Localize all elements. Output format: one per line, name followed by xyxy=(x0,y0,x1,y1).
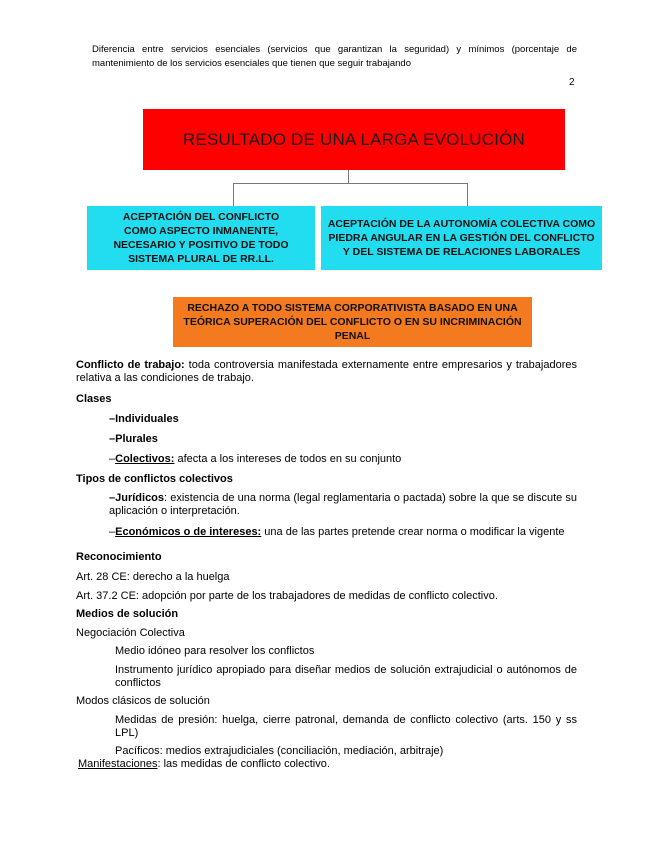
juridicos-term: –Jurídicos xyxy=(109,492,165,504)
clase-colectivos-dash: – xyxy=(109,453,116,465)
reconocimiento-heading: Reconocimiento xyxy=(76,551,162,563)
diagram-left-box xyxy=(87,206,315,270)
economicos-dash: – xyxy=(109,526,116,538)
tipo-juridicos xyxy=(109,492,577,518)
conflicto-paragraph xyxy=(76,359,577,385)
instrumento-line: Instrumento jurídico apropiado para diseñar medios de solución extrajudicial o autónomos de conflictos xyxy=(115,664,577,689)
page-number: 2 xyxy=(569,77,575,88)
modos-clasicos-line: Modos clásicos de solución xyxy=(76,695,210,707)
medios-heading: Medios de solución xyxy=(76,608,179,620)
clase-colectivos-term: Colectivos: xyxy=(115,453,175,465)
clase-individuales: –Individuales xyxy=(109,413,179,425)
diagram-bottom-label: RECHAZO A TODO SISTEMA CORPORATIVISTA BASADO EN UNA TEÓRICA SUPERACIÓN DEL CONFLICTO O EN SU INCRIMINACIÓN PENAL xyxy=(183,302,522,342)
clase-colectivos-def: afecta a los intereses de todos en su conjunto xyxy=(174,453,402,465)
manifestaciones-def: : las medidas de conflicto colectivo. xyxy=(157,758,330,770)
art37-line: Art. 37.2 CE: adopción por parte de los trabajadores de medidas de conflicto colectivo. xyxy=(76,590,498,602)
clases-heading: Clases xyxy=(76,393,112,405)
connector-right-drop xyxy=(467,183,468,206)
negociacion-line: Negociación Colectiva xyxy=(76,627,185,639)
diagram-right-label: ACEPTACIÓN DE LA AUTONOMÍA COLECTIVA COMO PIEDRA ANGULAR EN LA GESTIÓN DEL CONFLICTO Y DEL SISTEMA DE RELACIONES LABORALES xyxy=(327,218,596,258)
diagram-top-box xyxy=(143,109,565,170)
diagram-left-label: ACEPTACIÓN DEL CONFLICTO COMO ASPECTO INMANENTE, NECESARIO Y POSITIVO DE TODO SISTEMA PLURAL DE RR.LL. xyxy=(113,211,289,265)
manifestaciones-line xyxy=(78,758,330,771)
art28-line: Art. 28 CE: derecho a la huelga xyxy=(76,571,230,583)
diagram-top-label: RESULTADO DE UNA LARGA EVOLUCIÓN xyxy=(182,129,526,149)
page-header-text: Diferencia entre servicios esenciales (servicios que garantizan la seguridad) y mínimos (porcentaje de mantenimiento de los servicios esenciales que tienen que seguir trabajando xyxy=(92,44,577,69)
diagram-bottom-box xyxy=(173,297,532,347)
manifestaciones-term: Manifestaciones xyxy=(78,758,158,770)
conflicto-definition: toda controversia manifestada externamente entre empresarios y trabajadores relativa a las condiciones de trabajo. xyxy=(76,359,577,384)
economicos-term: Económicos o de intereses: xyxy=(115,526,262,538)
conflicto-term: Conflicto de trabajo: xyxy=(76,359,185,371)
pacificos-line: Pacíficos: medios extrajudiciales (conciliación, mediación, arbitraje) xyxy=(115,745,444,757)
connector-horizontal xyxy=(233,183,468,184)
clase-plurales: –Plurales xyxy=(109,433,158,445)
clase-colectivos xyxy=(109,453,401,466)
juridicos-def: : existencia de una norma (legal reglamentaria o pactada) sobre la que se discute su aplicación o interpretación. xyxy=(109,492,577,517)
economicos-def: una de las partes pretende crear norma o modificar la vigente xyxy=(261,526,565,538)
tipos-heading: Tipos de conflictos colectivos xyxy=(76,473,233,485)
medidas-presion-line: Medidas de presión: huelga, cierre patronal, demanda de conflicto colectivo (arts. 150 y ss LPL) xyxy=(115,714,577,739)
connector-vertical xyxy=(348,170,349,183)
connector-left-drop xyxy=(233,183,234,206)
medio-idoneo-line: Medio idóneo para resolver los conflictos xyxy=(115,645,315,657)
diagram-right-box xyxy=(321,206,602,270)
tipo-economicos xyxy=(109,526,577,539)
